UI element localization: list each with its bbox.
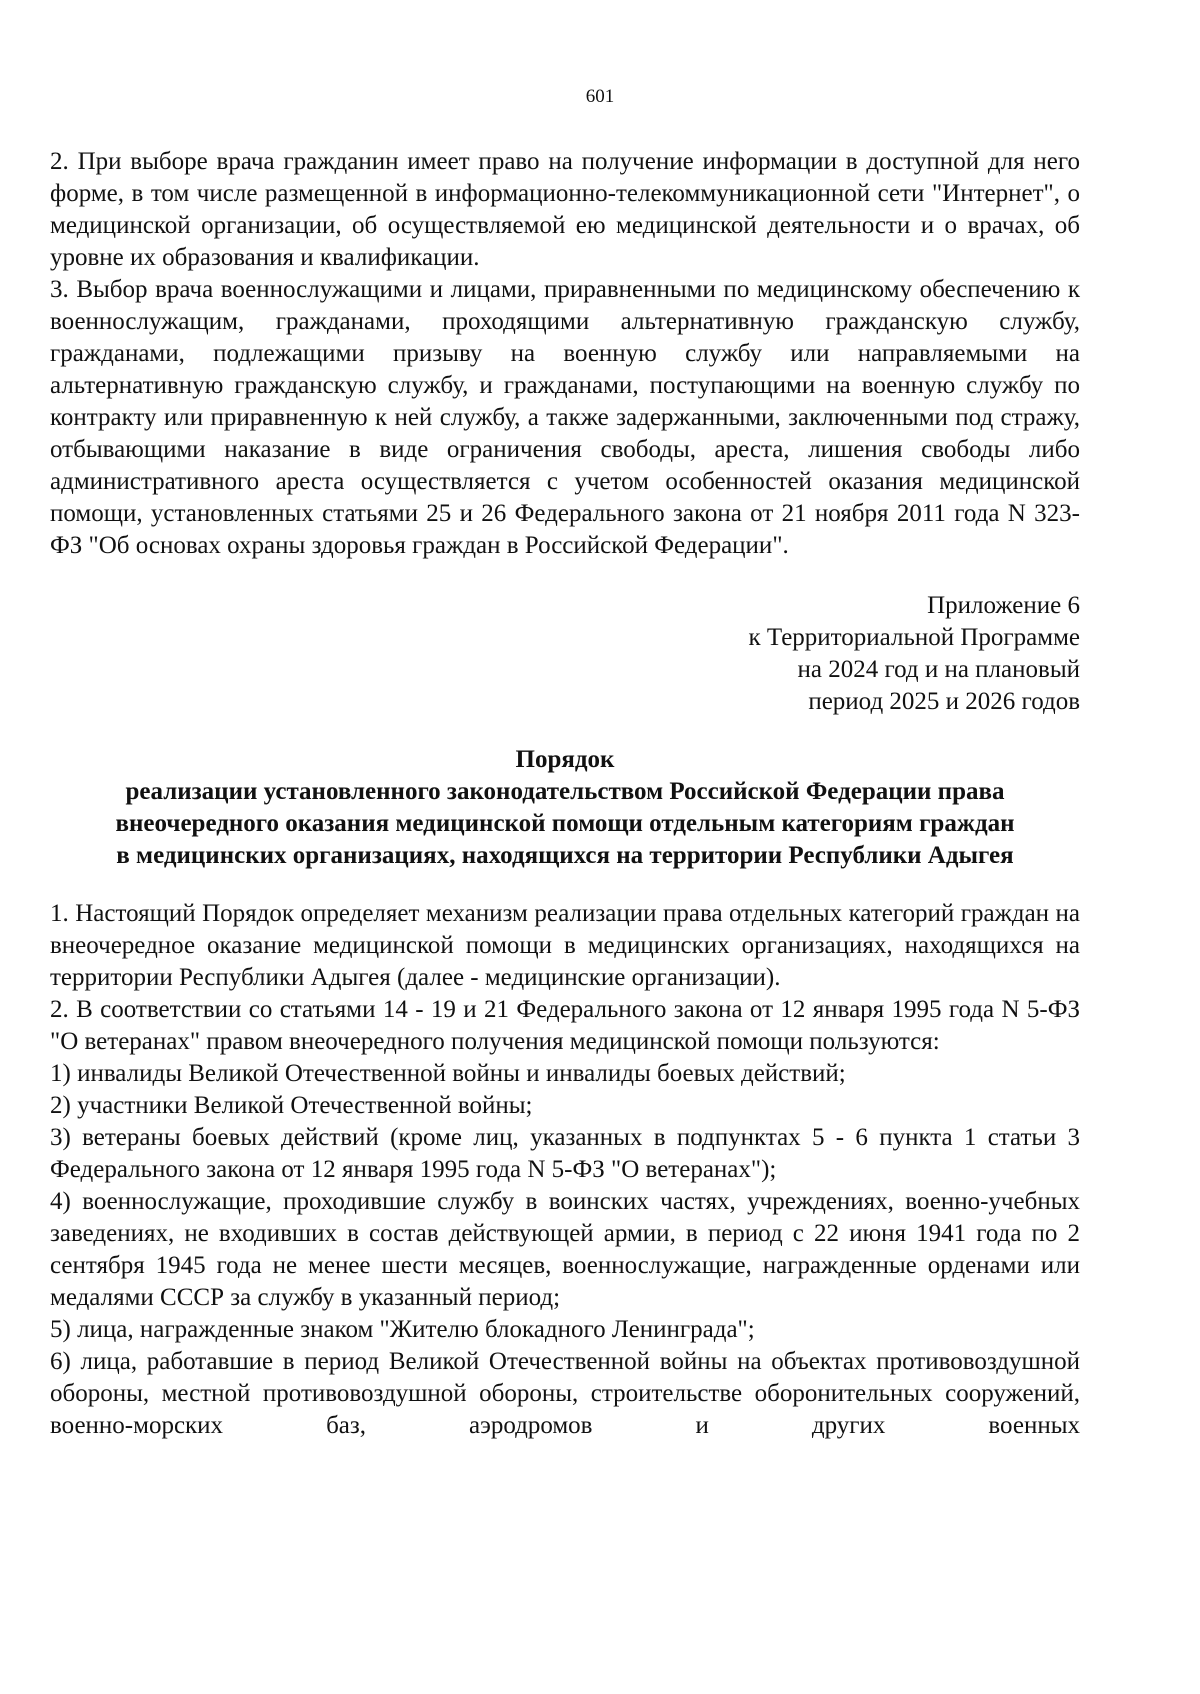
list-item: 3) ветераны боевых действий (кроме лиц, указанных в подпунктах 5 - 6 пункта 1 статьи 3 Федерального закона от 12 января 1995 года N 5-ФЗ "О ветеранах");	[50, 1124, 1080, 1183]
appendix-header	[50, 590, 1080, 718]
list-item: 2) участники Великой Отечественной войны;	[50, 1092, 533, 1119]
intro-paragraph-2: 3. Выбор врача военнослужащими и лицами, приравненными по медицинскому обеспечению к военнослужащим, гражданами, проходящими альтернативную гражданскую службу, гражданами, подлежащими призыву на военную службу или направляемыми на альтернативную гражданскую службу, и гражданами, поступающими на военную службу по контракту или приравненную к ней службу, а также задержанными, заключенными под стражу, отбывающими наказание в виде ограничения свободы, ареста, лишения свободы либо административного ареста осуществляется с учетом особенностей оказания медицинской помощи, установленных статьями 25 и 26 Федерального закона от 21 ноября 2011 года N 323-ФЗ "Об основах охраны здоровья граждан в Российской Федерации".	[50, 276, 1080, 559]
appendix-line: к Территориальной Программе	[748, 624, 1080, 651]
title-line: внеочередного оказания медицинской помощи отдельным категориям граждан	[115, 810, 1015, 837]
title-line: реализации установленного законодательством Российской Федерации права	[125, 778, 1005, 805]
appendix-line: на 2024 год и на плановый	[797, 656, 1080, 683]
list-item: 6) лица, работавшие в период Великой Отечественной войны на объектах противовоздушной обороны, местной противовоздушной обороны, строительстве оборонительных сооружений, военно-морских баз, аэродромов и других военных	[50, 1348, 1080, 1439]
document-title	[50, 744, 1080, 872]
appendix-line: Приложение 6	[927, 592, 1080, 619]
title-line: в медицинских организациях, находящихся на территории Республики Адыгея	[116, 842, 1014, 869]
page-number: 601	[585, 86, 615, 107]
body-paragraph: 2. В соответствии со статьями 14 - 19 и 21 Федерального закона от 12 января 1995 года N 5-ФЗ "О ветеранах" правом внеочередного получения медицинской помощи пользуются:	[50, 996, 1080, 1055]
document-content	[50, 146, 1080, 1442]
title-line: Порядок	[515, 746, 615, 773]
body-paragraph: 1. Настоящий Порядок определяет механизм реализации права отдельных категорий граждан на внеочередное оказание медицинской помощи в медицинских организациях, находящихся на территории Республики Адыгея (далее - медицинские организации).	[50, 900, 1080, 991]
list-item: 5) лица, награжденные знаком "Жителю блокадного Ленинграда";	[50, 1316, 755, 1343]
intro-paragraph-1: 2. При выборе врача гражданин имеет право на получение информации в доступной для него форме, в том числе размещенной в информационно-телекоммуникационной сети "Интернет", о медицинской организации, об осуществляемой ею медицинской деятельности и о врачах, об уровне их образования и квалификации.	[50, 148, 1080, 271]
list-item: 4) военнослужащие, проходившие службу в воинских частях, учреждениях, военно-учебных заведениях, не входивших в состав действующей армии, в период с 22 июня 1941 года по 2 сентября 1945 года не менее шести месяцев, военнослужащие, награжденные орденами или медалями СССР за службу в указанный период;	[50, 1188, 1080, 1311]
list-item: 1) инвалиды Великой Отечественной войны и инвалиды боевых действий;	[50, 1060, 846, 1087]
appendix-line: период 2025 и 2026 годов	[808, 688, 1080, 715]
